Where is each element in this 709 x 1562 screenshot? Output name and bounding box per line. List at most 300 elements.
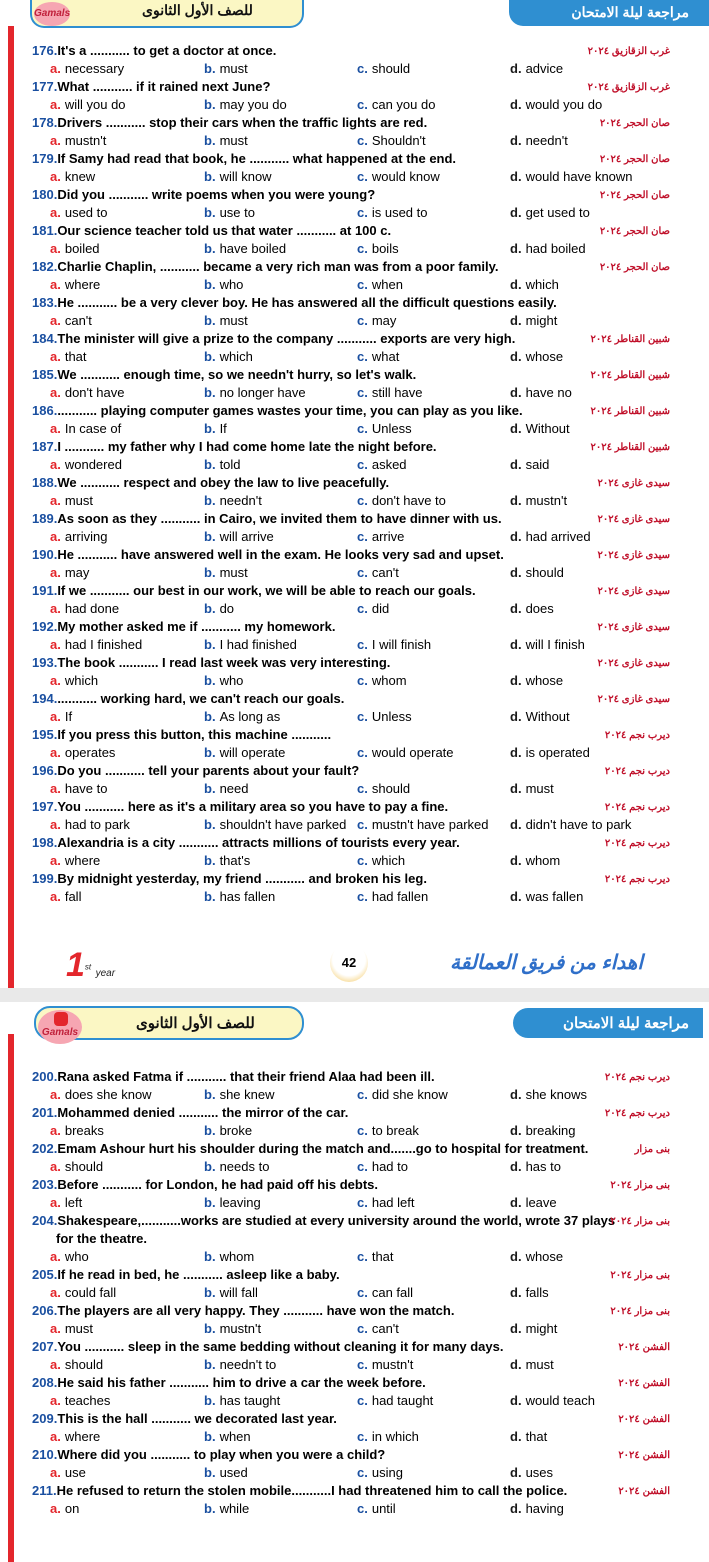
option-d[interactable] [510, 1500, 564, 1518]
option-letter: a. [50, 169, 61, 184]
option-d[interactable] [510, 600, 554, 618]
option-d[interactable] [510, 852, 560, 870]
option-text: would you do [525, 97, 603, 112]
option-text: that [371, 1249, 394, 1264]
option-letter: b. [204, 529, 216, 544]
options-row [32, 852, 702, 870]
option-a[interactable] [50, 1356, 103, 1374]
option-c[interactable] [357, 1122, 419, 1140]
question-item [32, 762, 702, 798]
option-text: had boiled [525, 241, 586, 256]
option-letter: b. [204, 637, 216, 652]
options-row [32, 636, 702, 654]
option-b[interactable] [204, 780, 248, 798]
option-b[interactable] [204, 636, 297, 654]
question-source: سيدى غازى ٢٠٢٤ [597, 694, 670, 705]
option-text: whose [525, 673, 564, 688]
option-c[interactable] [357, 528, 404, 546]
option-text: don't have [64, 385, 125, 400]
question-item [32, 834, 702, 870]
option-c[interactable] [357, 672, 407, 690]
option-text: must [64, 493, 94, 508]
option-a[interactable] [50, 744, 115, 762]
option-c[interactable] [357, 1464, 403, 1482]
question-source: ديرب نجم ٢٠٢٤ [604, 1108, 670, 1119]
option-text: would know [371, 169, 440, 184]
option-text: don't have to [371, 493, 446, 508]
question-source: صان الحجر ٢٠٢٤ [599, 226, 670, 237]
option-text: uses [525, 1465, 554, 1480]
option-c[interactable] [357, 1356, 413, 1374]
option-letter: d. [510, 241, 522, 256]
option-a[interactable] [50, 1194, 82, 1212]
option-letter: b. [204, 205, 216, 220]
question-text: If we ........... our best in our work, we will be able to reach our goals. [57, 583, 476, 598]
option-letter: b. [204, 1285, 216, 1300]
option-letter: b. [204, 1159, 216, 1174]
option-b[interactable] [204, 240, 286, 258]
option-d[interactable] [510, 672, 563, 690]
question-item [32, 402, 702, 438]
options-row [32, 96, 702, 114]
option-text: until [371, 1501, 396, 1516]
option-text: If [64, 709, 73, 724]
option-d[interactable] [510, 780, 554, 798]
option-text: may [371, 313, 397, 328]
option-c[interactable] [357, 1392, 433, 1410]
option-letter: a. [50, 97, 61, 112]
option-text: had I finished [64, 637, 143, 652]
question-source: ديرب نجم ٢٠٢٤ [604, 1072, 670, 1083]
question-text: Did you ........... write poems when you were young? [57, 187, 376, 202]
question-text-continued: for the theatre. [56, 1231, 148, 1246]
option-b[interactable] [204, 312, 248, 330]
option-d[interactable] [510, 420, 570, 438]
option-text: must [219, 565, 248, 580]
option-c[interactable] [357, 780, 410, 798]
option-letter: c. [357, 133, 368, 148]
options-row [32, 744, 702, 762]
option-letter: c. [357, 1393, 368, 1408]
option-d[interactable] [510, 1248, 563, 1266]
option-text: mustn't have parked [371, 817, 489, 832]
option-c[interactable] [357, 276, 403, 294]
question-item [32, 294, 702, 330]
question-number: 201. [32, 1105, 58, 1120]
option-text: whom [525, 853, 561, 868]
option-a[interactable] [50, 600, 119, 618]
question-item [32, 1176, 702, 1212]
option-text: what [371, 349, 400, 364]
option-b[interactable] [204, 168, 272, 186]
question-text: Where did you ........... to play when you were a child? [57, 1447, 386, 1462]
option-c[interactable] [357, 492, 446, 510]
option-c[interactable] [357, 1086, 448, 1104]
question-source: صان الحجر ٢٠٢٤ [599, 190, 670, 201]
option-a[interactable] [50, 456, 122, 474]
option-c[interactable] [357, 348, 399, 366]
question-number: 197. [32, 799, 58, 814]
option-c[interactable] [357, 60, 410, 78]
option-c[interactable] [357, 420, 412, 438]
question-source: بنى مزار ٢٠٢٤ [610, 1180, 670, 1191]
option-text: is used to [371, 205, 428, 220]
option-c[interactable] [357, 96, 435, 114]
option-b[interactable] [204, 384, 306, 402]
option-d[interactable] [510, 240, 586, 258]
question-source: سيدى غازى ٢٠٢٤ [597, 478, 670, 489]
option-a[interactable] [50, 1464, 86, 1482]
option-b[interactable] [204, 132, 248, 150]
question-source: الفشن ٢٠٢٤ [618, 1450, 670, 1461]
option-a[interactable] [50, 1248, 89, 1266]
option-text: whose [525, 349, 564, 364]
option-text: can't [64, 313, 92, 328]
option-d[interactable] [510, 1356, 554, 1374]
option-a[interactable] [50, 636, 142, 654]
option-b[interactable] [204, 96, 287, 114]
option-d[interactable] [510, 744, 590, 762]
option-a[interactable] [50, 132, 106, 150]
question-text: The players are all very happy. They ........... have won the match. [57, 1303, 455, 1318]
option-d[interactable] [510, 168, 633, 186]
question-item [32, 726, 702, 762]
option-text: would have known [525, 169, 633, 184]
option-letter: a. [50, 493, 61, 508]
option-letter: a. [50, 1501, 61, 1516]
option-a[interactable] [50, 168, 95, 186]
option-c[interactable] [357, 456, 407, 474]
option-a[interactable] [50, 708, 72, 726]
question-text: We ........... enough time, so we needn't hurry, so let's walk. [57, 367, 417, 382]
option-d[interactable] [510, 132, 568, 150]
option-d[interactable] [510, 492, 567, 510]
option-text: she knows [525, 1087, 587, 1102]
option-a[interactable] [50, 1158, 103, 1176]
option-a[interactable] [50, 1086, 152, 1104]
option-c[interactable] [357, 1194, 415, 1212]
question-item [32, 690, 702, 726]
option-b[interactable] [204, 672, 243, 690]
option-c[interactable] [357, 204, 428, 222]
option-letter: a. [50, 457, 61, 472]
option-d[interactable] [510, 348, 563, 366]
option-letter: d. [510, 1429, 522, 1444]
option-text: did [371, 601, 390, 616]
option-c[interactable] [357, 1320, 399, 1338]
option-a[interactable] [50, 1392, 110, 1410]
option-b[interactable] [204, 1248, 254, 1266]
question-text: He ........... have answered well in the exam. He looks very sad and upset. [57, 547, 504, 562]
option-d[interactable] [510, 1392, 595, 1410]
option-a[interactable] [50, 204, 108, 222]
option-a[interactable] [50, 564, 89, 582]
option-d[interactable] [510, 816, 631, 834]
question-number: 184. [32, 331, 58, 346]
options-row [32, 456, 702, 474]
option-c[interactable] [357, 1248, 394, 1266]
option-d[interactable] [510, 636, 585, 654]
option-letter: b. [204, 349, 216, 364]
option-d[interactable] [510, 204, 590, 222]
option-b[interactable] [204, 60, 248, 78]
option-d[interactable] [510, 1086, 587, 1104]
option-text: get used to [525, 205, 590, 220]
option-c[interactable] [357, 1428, 419, 1446]
option-a[interactable] [50, 1122, 104, 1140]
option-letter: d. [510, 457, 522, 472]
question-number: 190. [32, 547, 58, 562]
question-item [32, 474, 702, 510]
option-c[interactable] [357, 132, 426, 150]
option-text: must [219, 133, 248, 148]
option-letter: c. [357, 817, 368, 832]
option-letter: c. [357, 1159, 368, 1174]
option-a[interactable] [50, 528, 107, 546]
option-d[interactable] [510, 276, 559, 294]
option-d[interactable] [510, 384, 572, 402]
option-text: must [525, 781, 554, 796]
question-text: He refused to return the stolen mobile...........I had threatened him to call the police. [56, 1483, 568, 1498]
option-letter: c. [357, 61, 368, 76]
question-text: Drivers ........... stop their cars when the traffic lights are red. [57, 115, 428, 130]
option-text: would teach [525, 1393, 595, 1408]
option-b[interactable] [204, 276, 243, 294]
option-b[interactable] [204, 708, 280, 726]
option-text: may [64, 565, 90, 580]
option-letter: c. [357, 241, 368, 256]
question-number: 179. [32, 151, 58, 166]
option-b[interactable] [204, 888, 275, 906]
option-letter: c. [357, 313, 368, 328]
option-letter: a. [50, 1357, 61, 1372]
option-c[interactable] [357, 888, 428, 906]
option-text: advice [525, 61, 564, 76]
option-d[interactable] [510, 1464, 553, 1482]
question-source: ديرب نجم ٢٠٢٤ [604, 802, 670, 813]
option-text: mustn't [219, 1321, 262, 1336]
question-item [32, 1266, 702, 1302]
option-b[interactable] [204, 852, 250, 870]
option-letter: a. [50, 421, 61, 436]
option-a[interactable] [50, 1500, 79, 1518]
question-text: He ........... be a very clever boy. He has answered all the difficult questions easily. [57, 295, 557, 310]
question-number: 195. [32, 727, 58, 742]
option-c[interactable] [357, 1158, 408, 1176]
option-letter: d. [510, 1249, 522, 1264]
option-text: will I finish [525, 637, 585, 652]
option-c[interactable] [357, 852, 405, 870]
option-b[interactable] [204, 456, 241, 474]
option-text: told [219, 457, 241, 472]
option-letter: b. [204, 241, 216, 256]
option-a[interactable] [50, 1320, 93, 1338]
option-text: who [219, 277, 244, 292]
option-b[interactable] [204, 1284, 258, 1302]
option-text: while [219, 1501, 250, 1516]
question-item [32, 870, 702, 906]
option-b[interactable] [204, 1500, 249, 1518]
option-b[interactable] [204, 600, 234, 618]
option-a[interactable] [50, 276, 100, 294]
option-c[interactable] [357, 636, 431, 654]
fist-icon [54, 1012, 68, 1026]
option-d[interactable] [510, 888, 583, 906]
option-a[interactable] [50, 420, 121, 438]
option-text: had to [371, 1159, 408, 1174]
option-letter: b. [204, 1501, 216, 1516]
option-b[interactable] [204, 1194, 261, 1212]
option-text: operates [64, 745, 116, 760]
option-c[interactable] [357, 240, 399, 258]
option-a[interactable] [50, 312, 92, 330]
option-d[interactable] [510, 1320, 557, 1338]
option-b[interactable] [204, 1356, 276, 1374]
option-letter: c. [357, 565, 368, 580]
options-row [32, 420, 702, 438]
option-c[interactable] [357, 168, 440, 186]
options-row [32, 708, 702, 726]
option-a[interactable] [50, 672, 98, 690]
question-text: Before ........... for London, he had paid off his debts. [57, 1177, 378, 1192]
option-letter: a. [50, 1393, 61, 1408]
option-text: still have [371, 385, 423, 400]
option-letter: c. [357, 457, 368, 472]
option-d[interactable] [510, 1284, 549, 1302]
option-b[interactable] [204, 1122, 252, 1140]
option-d[interactable] [510, 528, 591, 546]
option-letter: d. [510, 97, 522, 112]
option-a[interactable] [50, 780, 108, 798]
question-text: ........... playing computer games wastes your time, you can play as you like. [57, 403, 523, 418]
question-number: 203. [32, 1177, 58, 1192]
option-b[interactable] [204, 1464, 248, 1482]
option-d[interactable] [510, 456, 549, 474]
question-text: The minister will give a prize to the company ........... exports are very high. [57, 331, 516, 346]
option-b[interactable] [204, 528, 274, 546]
options-row [32, 384, 702, 402]
options-row [32, 1320, 702, 1338]
option-b[interactable] [204, 348, 253, 366]
option-a[interactable] [50, 1284, 116, 1302]
option-a[interactable] [50, 96, 126, 114]
option-b[interactable] [204, 744, 285, 762]
option-c[interactable] [357, 708, 412, 726]
option-b[interactable] [204, 1320, 261, 1338]
question-number: 181. [32, 223, 58, 238]
question-item [32, 1212, 702, 1266]
option-d[interactable] [510, 312, 557, 330]
option-text: which [371, 853, 406, 868]
question-number: 188. [32, 475, 58, 490]
option-letter: d. [510, 745, 522, 760]
question-text: It's a ........... to get a doctor at once. [57, 43, 277, 58]
option-b[interactable] [204, 1158, 269, 1176]
option-a[interactable] [50, 852, 100, 870]
option-a[interactable] [50, 60, 124, 78]
option-c[interactable] [357, 1284, 413, 1302]
option-a[interactable] [50, 240, 100, 258]
question-source: صان الحجر ٢٠٢٤ [599, 154, 670, 165]
option-b[interactable] [204, 1428, 251, 1446]
option-b[interactable] [204, 1086, 274, 1104]
option-a[interactable] [50, 384, 124, 402]
option-b[interactable] [204, 564, 248, 582]
option-d[interactable] [510, 60, 563, 78]
option-text: teaches [64, 1393, 111, 1408]
option-a[interactable] [50, 816, 130, 834]
option-d[interactable] [510, 1428, 547, 1446]
option-c[interactable] [357, 744, 454, 762]
question-text: ........... working hard, we can't reach our goals. [57, 691, 345, 706]
question-source: شبين القناطر ٢٠٢٤ [590, 370, 670, 381]
option-letter: b. [204, 1123, 216, 1138]
question-source: صان الحجر ٢٠٢٤ [599, 262, 670, 273]
option-b[interactable] [204, 420, 227, 438]
option-c[interactable] [357, 600, 389, 618]
question-source: ديرب نجم ٢٠٢٤ [604, 874, 670, 885]
question-source: الفشن ٢٠٢٤ [618, 1414, 670, 1425]
option-c[interactable] [357, 384, 422, 402]
option-d[interactable] [510, 1158, 561, 1176]
option-a[interactable] [50, 492, 93, 510]
option-d[interactable] [510, 564, 564, 582]
question-text: Our science teacher told us that water ........... at 100 c. [57, 223, 392, 238]
question-item [32, 42, 702, 78]
options-row [32, 240, 702, 258]
option-letter: d. [510, 817, 522, 832]
option-b[interactable] [204, 492, 262, 510]
option-text: used to [64, 205, 108, 220]
question-number: 185. [32, 367, 58, 382]
question-source: بنى مزار ٢٠٢٤ [610, 1306, 670, 1317]
option-c[interactable] [357, 564, 399, 582]
option-text: breaks [64, 1123, 104, 1138]
question-text: What ........... if it rained next June? [57, 79, 271, 94]
question-source: بنى مزار ٢٠٢٤ [610, 1270, 670, 1281]
option-text: fall [64, 889, 82, 904]
question-text: Mohammed denied ........... the mirror of the car. [57, 1105, 349, 1120]
option-b[interactable] [204, 1392, 280, 1410]
option-d[interactable] [510, 1122, 575, 1140]
dedication-text: اهداء من فريق العمالقة [450, 952, 643, 974]
option-c[interactable] [357, 816, 489, 834]
option-letter: d. [510, 781, 522, 796]
question-number: 207. [32, 1339, 58, 1354]
option-letter: b. [204, 277, 216, 292]
option-b[interactable] [204, 204, 255, 222]
option-text: In case of [64, 421, 122, 436]
option-text: must [525, 1357, 554, 1372]
option-c[interactable] [357, 1500, 396, 1518]
question-item [32, 438, 702, 474]
option-c[interactable] [357, 312, 396, 330]
options-row [32, 1500, 702, 1518]
option-a[interactable] [50, 1428, 100, 1446]
option-a[interactable] [50, 888, 81, 906]
question-source: ديرب نجم ٢٠٢٤ [604, 838, 670, 849]
option-a[interactable] [50, 348, 87, 366]
option-letter: d. [510, 1087, 522, 1102]
question-item [32, 78, 702, 114]
option-d[interactable] [510, 96, 602, 114]
option-d[interactable] [510, 708, 570, 726]
option-letter: c. [357, 169, 368, 184]
option-b[interactable] [204, 816, 346, 834]
option-text: mustn't [64, 133, 107, 148]
option-d[interactable] [510, 1194, 557, 1212]
option-text: breaking [525, 1123, 576, 1138]
